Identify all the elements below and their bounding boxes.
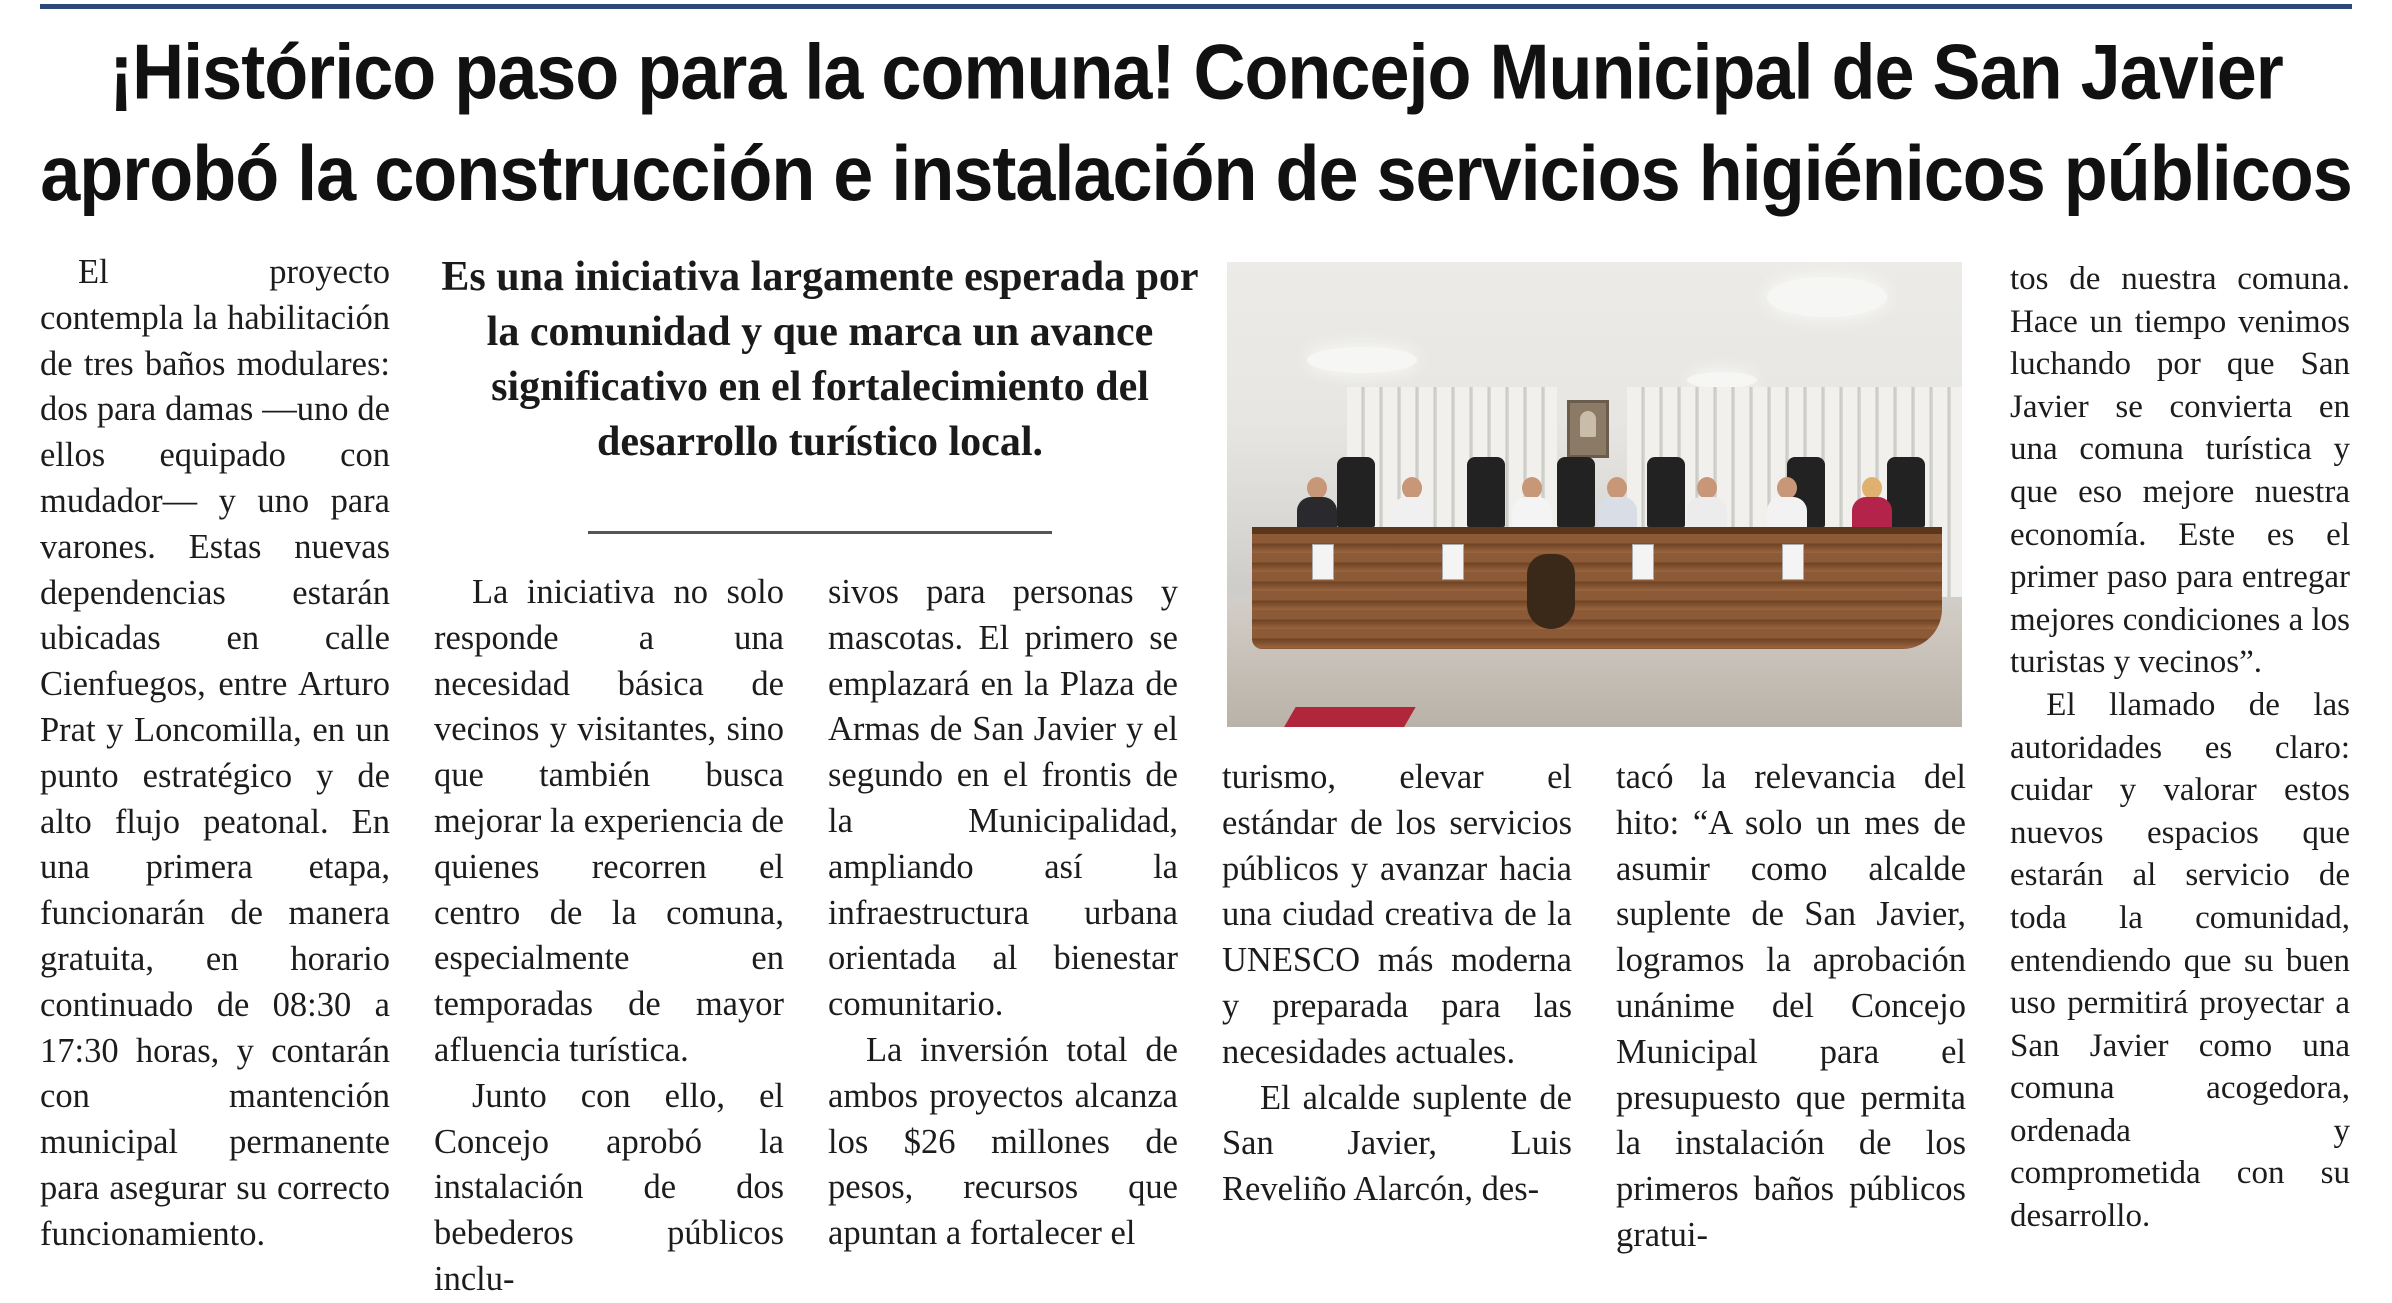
- article-column-1: [40, 250, 390, 1258]
- ceiling-light: [1767, 277, 1887, 317]
- article-column-3: [828, 570, 1178, 1257]
- pull-quote: Es una iniciativa largamente esperada por la comunidad y que marca un avance significativo en el fortalecimiento del desarrollo turístico local.: [441, 254, 1199, 465]
- paragraph: El proyecto contempla la habilitación de tres baños modulares: dos para damas —uno de ellos equipado con mudador— y uno para varones. Estas nuevas dependencias estarán ubicadas en calle Cienfuegos, entre Arturo Prat y Loncomilla, en un punto estratégico y de alto flujo peatonal. En una primera etapa, funcionarán de manera gratuita, en horario continuado de 08:30 a 17:30 horas, y contarán con mantención municipal permanente para asegurar su correcto funcionamiento.: [40, 253, 390, 1253]
- council-member: [1297, 477, 1337, 532]
- municipal-emblem: [1527, 554, 1575, 629]
- paragraph: El llamado de las autoridades es claro: cuidar y valorar estos nuevos espacios que estarán al servicio de toda la comunidad, entendiendo que su buen uso permitirá proyectar a San Javier como una comuna acogedora, ordenada y comprometida con su desarrollo.: [2010, 686, 2350, 1235]
- headline-line-1: ¡Histórico paso para la comuna! Concejo Municipal de San Javier: [109, 29, 2283, 116]
- chair: [1557, 457, 1595, 527]
- paragraph: Junto con ello, el Concejo aprobó la instalación de dos bebederos públicos inclu-: [434, 1076, 784, 1298]
- paragraph: sivos para personas y mascotas. El primero se emplazará en la Plaza de Armas de San Javier y el segundo en el frontis de la Municipalidad, ampliando así la infraestructura urbana orientada al bienestar comunitario.: [828, 573, 1178, 1024]
- council-member: [1852, 477, 1892, 532]
- council-meeting-photo: [1227, 262, 1962, 727]
- red-rug: [1278, 707, 1415, 727]
- paragraph: tacó la relevancia del hito: “A solo un mes de asumir como alcalde suplente de San Javier, logramos la aprobación unánime del Concejo Municipal para el presupuesto que permita la instalación de los primeros baños públicos gratui-: [1616, 758, 1966, 1254]
- council-table: [1252, 527, 1942, 649]
- article-column-4: [1222, 755, 1572, 1213]
- headline-line-2: aprobó la construcción e instalación de servicios higiénicos públicos: [40, 131, 2352, 218]
- ceiling-light: [1307, 347, 1417, 373]
- wall-portrait: [1567, 400, 1609, 458]
- pull-quote-rule: [588, 531, 1052, 534]
- nameplate: [1632, 544, 1654, 580]
- council-member: [1392, 477, 1432, 532]
- council-member: [1512, 477, 1552, 532]
- nameplate: [1442, 544, 1464, 580]
- paragraph: La inversión total de ambos proyectos alcanza los $26 millones de pesos, recursos que apuntan a fortalecer el: [828, 1030, 1178, 1253]
- ceiling-light: [1687, 372, 1757, 388]
- article-column-6: [2010, 258, 2350, 1238]
- chair: [1467, 457, 1505, 527]
- article-column-2: [434, 570, 784, 1303]
- paragraph: tos de nuestra comuna. Hace un tiempo venimos luchando por que San Javier se convierta en una comuna turística y que eso mejore nuestra economía. Este es el primer paso para entregar mejores condiciones a los turistas y vecinos”.: [2010, 261, 2350, 681]
- headline: [40, 22, 2352, 225]
- chair: [1887, 457, 1925, 527]
- council-member: [1767, 477, 1807, 532]
- article-column-5: [1616, 755, 1966, 1259]
- paragraph: turismo, elevar el estándar de los servicios públicos y avanzar hacia una ciudad creativa de la UNESCO más moderna y preparada para las necesidades actuales.: [1222, 758, 1572, 1071]
- paragraph: La iniciativa no solo responde a una necesidad básica de vecinos y visitantes, sino que también busca mejorar la experiencia de quienes recorren el centro de la comuna, especialmente en temporadas de mayor afluencia turística.: [434, 573, 784, 1069]
- paragraph: El alcalde suplente de San Javier, Luis Reveliño Alarcón, des-: [1222, 1078, 1572, 1209]
- council-member: [1597, 477, 1637, 532]
- nameplate: [1312, 544, 1334, 580]
- chair: [1337, 457, 1375, 527]
- council-member: [1687, 477, 1727, 532]
- nameplate: [1782, 544, 1804, 580]
- chair: [1647, 457, 1685, 527]
- top-rule: [40, 4, 2352, 9]
